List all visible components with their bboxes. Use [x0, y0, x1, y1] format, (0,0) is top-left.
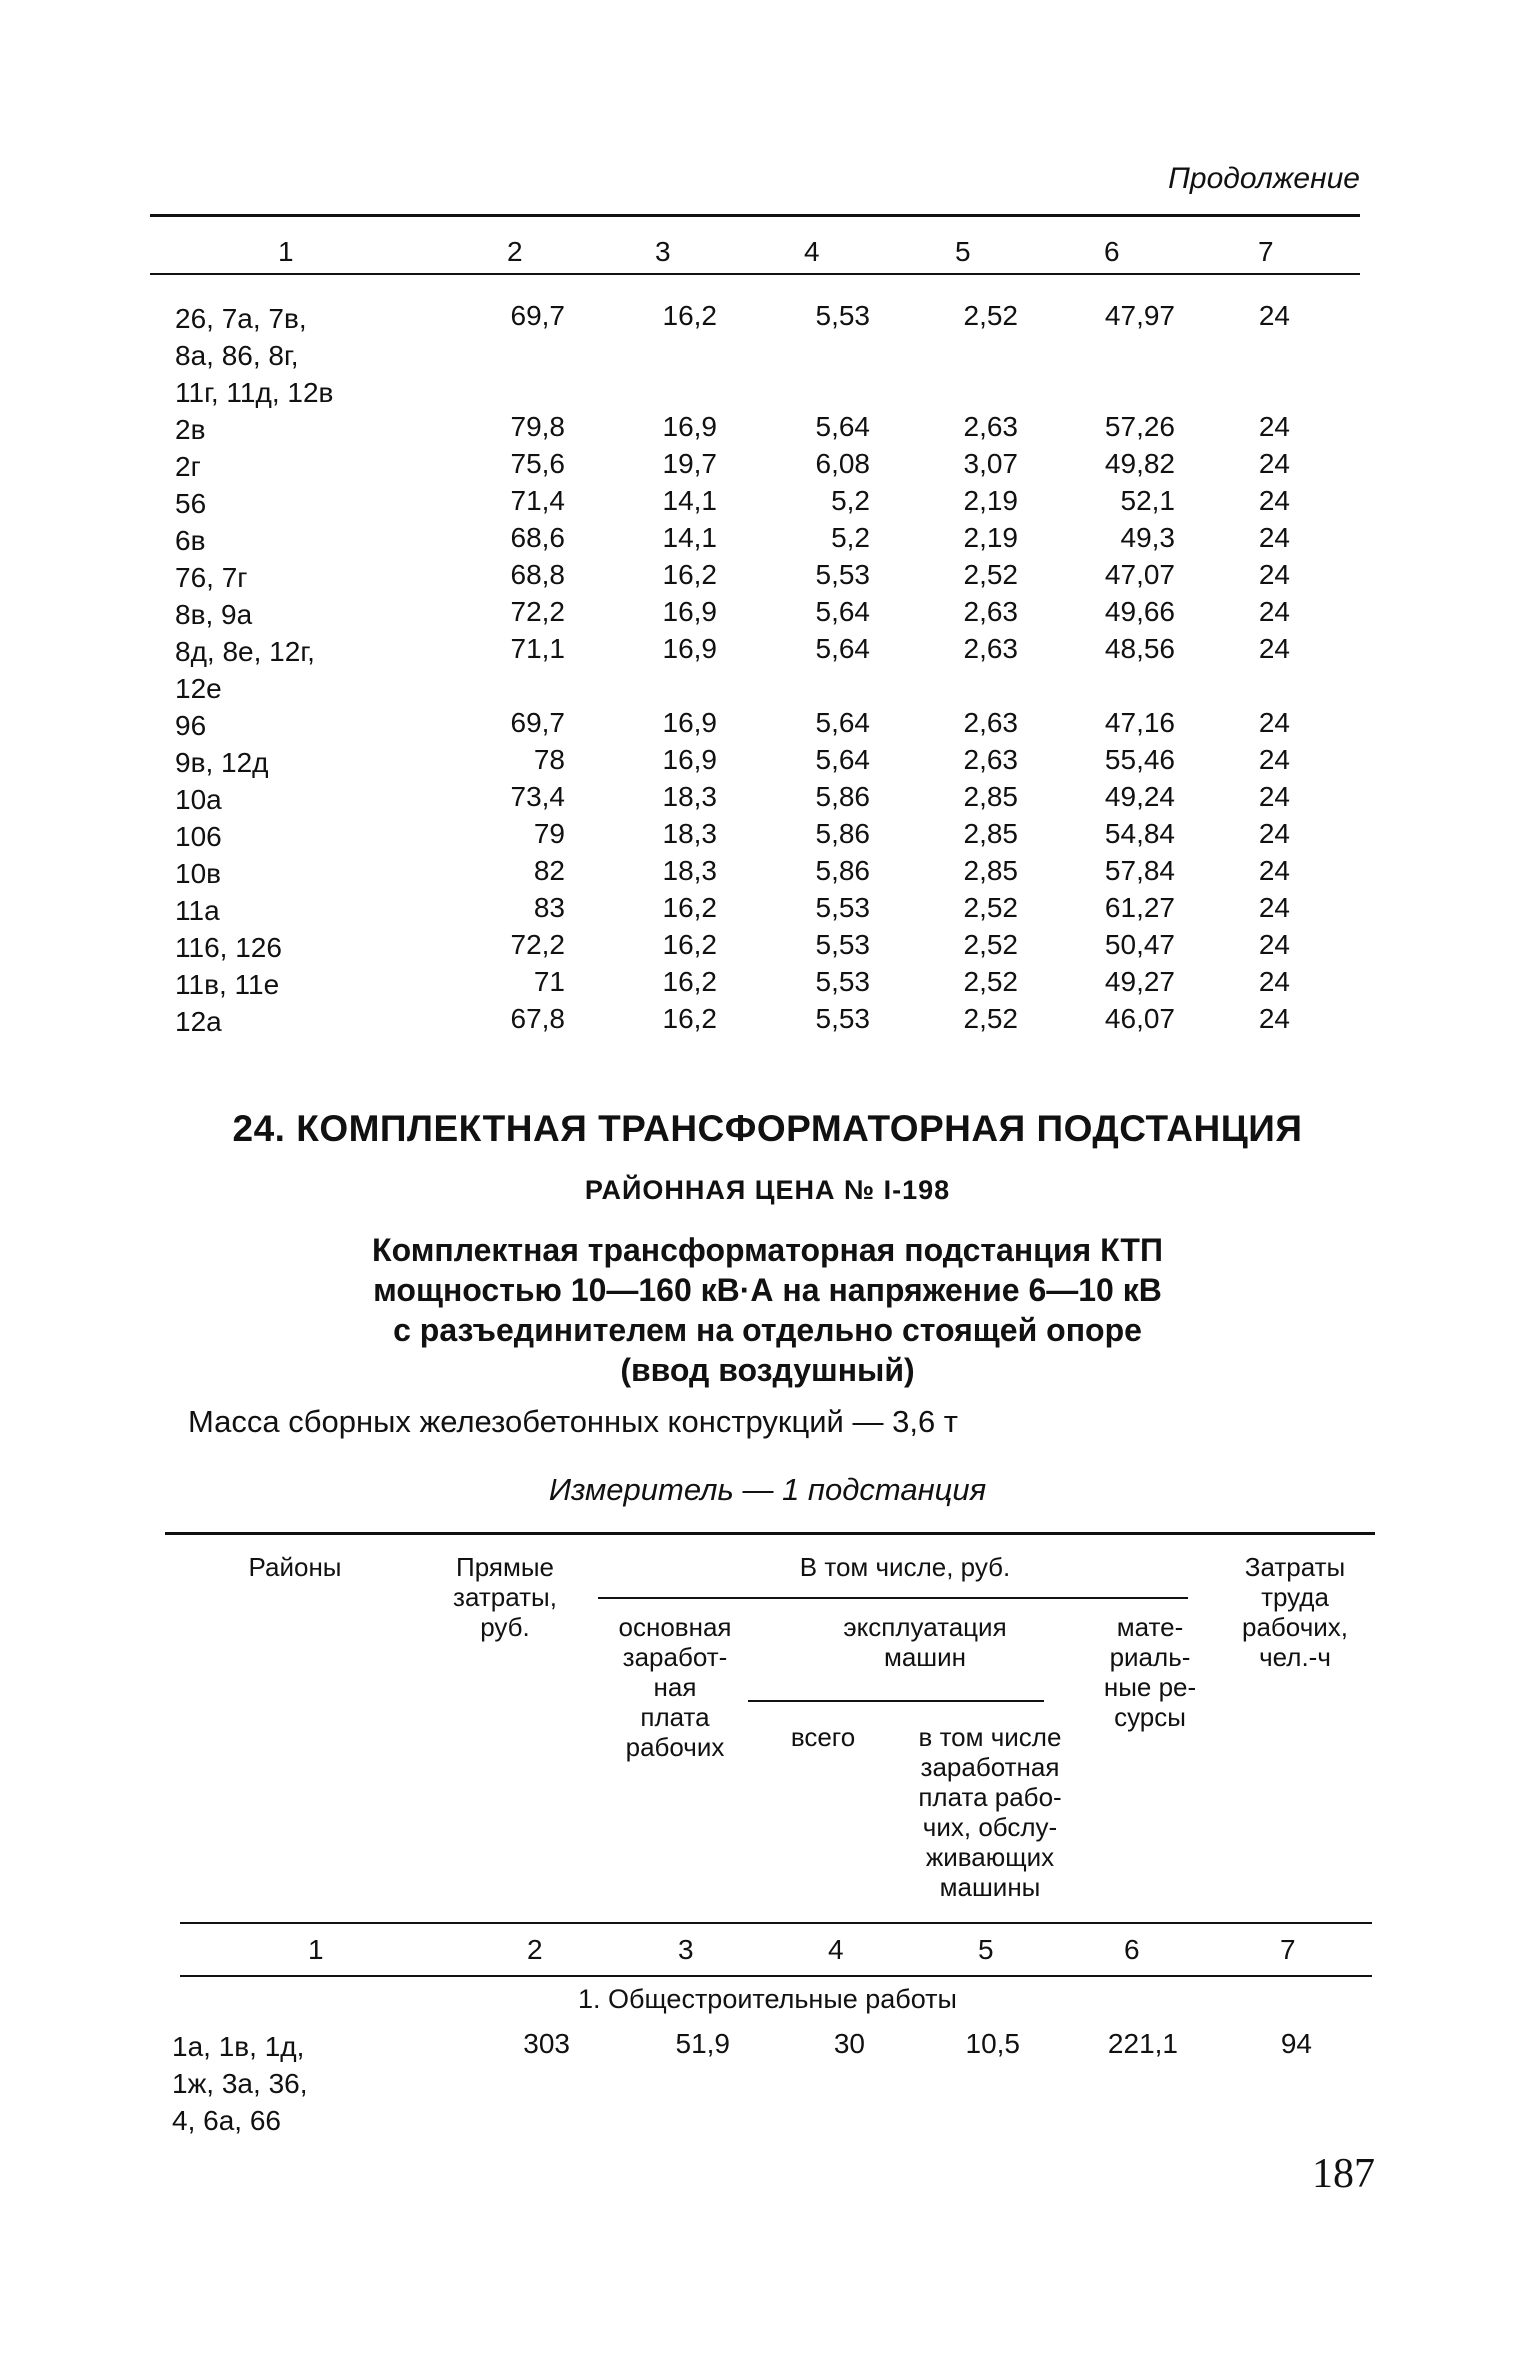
value-cell: 24	[1258, 892, 1290, 923]
value-cell: 71	[533, 966, 565, 997]
value-cell: 5,86	[815, 855, 870, 886]
measure-unit: Измеритель — 1 подстанция	[548, 1472, 987, 1507]
value-cell: 24	[1258, 448, 1290, 479]
value-cell: 68,6	[510, 522, 565, 553]
value-cell: 24	[1258, 929, 1290, 960]
table1-header-row	[160, 236, 1320, 276]
value-cell: 82	[533, 855, 565, 886]
value-cell: 14,1	[662, 522, 717, 553]
value-cell: 50,47	[1104, 929, 1175, 960]
value-cell: 16,9	[662, 596, 717, 627]
value-cell: 49,82	[1104, 448, 1175, 479]
value-cell: 54,84	[1104, 818, 1175, 849]
value-cell: 24	[1258, 1003, 1290, 1034]
value-cell: 16,9	[662, 411, 717, 442]
table1-header-cell: 2	[507, 236, 523, 267]
value-cell: 57,84	[1104, 855, 1175, 886]
section-subtitle	[0, 1230, 1535, 1390]
region-cell: 10в	[175, 858, 222, 889]
header-base-wage: основная заработ- ная плата рабочих	[618, 1612, 732, 1762]
value-cell: 24	[1258, 485, 1290, 516]
table1-top-rule	[150, 214, 1360, 217]
value-cell: 24	[1258, 596, 1290, 627]
value-cell: 49,3	[1120, 522, 1175, 553]
table2-row	[0, 2028, 1535, 2148]
table2-colnum: 2	[527, 1934, 543, 1965]
table2-colnum: 4	[828, 1934, 844, 1965]
region-cell: 56	[175, 488, 207, 519]
value-cell: 48,56	[1104, 633, 1175, 664]
value-cell: 24	[1258, 300, 1290, 331]
table2-colnum: 6	[1124, 1934, 1140, 1965]
table2-header-rule	[180, 1922, 1372, 1924]
value-cell: 83	[533, 892, 565, 923]
region-cell: 9в, 12д	[175, 747, 269, 778]
table2-column-numbers	[0, 1934, 1535, 1970]
region-cell: 26, 7а, 7в, 8а, 86, 8г, 11г, 11д, 12в	[175, 303, 334, 408]
header-labor-costs: Затраты труда рабочих, чел.-ч	[1242, 1552, 1348, 1672]
header-total: всего	[790, 1722, 856, 1752]
value-cell: 69,7	[510, 300, 565, 331]
value-cell: 78	[533, 744, 565, 775]
value-cell: 5,2	[831, 485, 870, 516]
value-cell: 79,8	[510, 411, 565, 442]
value-cell: 94	[1280, 2028, 1312, 2059]
value-cell: 52,1	[1120, 485, 1175, 516]
value-cell: 67,8	[510, 1003, 565, 1034]
value-cell: 47,16	[1104, 707, 1175, 738]
value-cell: 2,52	[963, 559, 1018, 590]
value-cell: 79	[533, 818, 565, 849]
header-regions: Районы	[248, 1552, 342, 1582]
table1-header-cell: 7	[1258, 236, 1274, 267]
value-cell: 5,53	[815, 966, 870, 997]
value-cell: 303	[523, 2028, 570, 2059]
value-cell: 16,9	[662, 707, 717, 738]
value-cell: 18,3	[662, 781, 717, 812]
table1-header-cell: 5	[955, 236, 971, 267]
value-cell: 75,6	[510, 448, 565, 479]
value-cell: 24	[1258, 522, 1290, 553]
value-cell: 16,9	[662, 633, 717, 664]
value-cell: 2,52	[963, 929, 1018, 960]
table2-colnum: 5	[978, 1934, 994, 1965]
value-cell: 5,53	[815, 892, 870, 923]
value-cell: 2,85	[963, 781, 1018, 812]
value-cell: 14,1	[662, 485, 717, 516]
region-cell: 8в, 9а	[175, 599, 253, 630]
table1-header-cell: 6	[1104, 236, 1120, 267]
subtitle-line: с разъединителем на отдельно стоящей опоре	[393, 1312, 1142, 1348]
section-price-number: РАЙОННАЯ ЦЕНА № I-198	[584, 1175, 951, 1205]
table1-header-cell: 4	[804, 236, 820, 267]
value-cell: 5,53	[815, 300, 870, 331]
value-cell: 24	[1258, 707, 1290, 738]
value-cell: 24	[1258, 744, 1290, 775]
value-cell: 2,85	[963, 818, 1018, 849]
value-cell: 2,19	[963, 522, 1018, 553]
value-cell: 2,52	[963, 966, 1018, 997]
table2-numbers-rule	[180, 1975, 1372, 1977]
value-cell: 24	[1258, 818, 1290, 849]
value-cell: 2,52	[963, 300, 1018, 331]
table1-header-cell: 1	[278, 236, 294, 267]
value-cell: 2,63	[963, 633, 1018, 664]
value-cell: 5,86	[815, 781, 870, 812]
subtitle-line: мощностью 10—160 кВ·А на напряжение 6—10 кВ	[373, 1272, 1162, 1308]
value-cell: 16,2	[662, 929, 717, 960]
value-cell: 30	[833, 2028, 865, 2059]
region-cell: 1а, 1в, 1д, 1ж, 3а, 36, 4, 6а, 66	[172, 2031, 308, 2136]
group-title: 1. Общестроительные работы	[578, 1984, 957, 2014]
value-cell: 5,53	[815, 1003, 870, 1034]
value-cell: 18,3	[662, 818, 717, 849]
region-cell: 10а	[175, 784, 222, 815]
region-cell: 6в	[175, 525, 206, 556]
table2-colnum: 1	[308, 1934, 324, 1965]
value-cell: 47,07	[1104, 559, 1175, 590]
value-cell: 10,5	[965, 2028, 1020, 2059]
region-cell: 2в	[175, 414, 206, 445]
value-cell: 5,53	[815, 559, 870, 590]
header-materials: мате- риаль- ные ре- сурсы	[1103, 1612, 1197, 1732]
value-cell: 2,52	[963, 892, 1018, 923]
header-direct-costs: Прямые затраты, руб.	[453, 1552, 557, 1642]
table2-colnum: 3	[678, 1934, 694, 1965]
value-cell: 51,9	[675, 2028, 730, 2059]
value-cell: 5,64	[815, 744, 870, 775]
value-cell: 71,4	[510, 485, 565, 516]
header-including: В том числе, руб.	[799, 1552, 1011, 1582]
value-cell: 221,1	[1107, 2028, 1178, 2059]
region-cell: 96	[175, 710, 207, 741]
machines-rule	[748, 1700, 1044, 1702]
value-cell: 5,64	[815, 633, 870, 664]
value-cell: 71,1	[510, 633, 565, 664]
region-cell: 2г	[175, 451, 201, 482]
value-cell: 57,26	[1104, 411, 1175, 442]
value-cell: 16,9	[662, 744, 717, 775]
region-cell: 76, 7г	[175, 562, 248, 593]
value-cell: 69,7	[510, 707, 565, 738]
value-cell: 72,2	[510, 596, 565, 627]
region-cell: 11а	[175, 895, 220, 926]
page-number: 187	[1312, 2151, 1375, 2197]
value-cell: 18,3	[662, 855, 717, 886]
including-rule	[598, 1597, 1188, 1599]
value-cell: 2,63	[963, 707, 1018, 738]
value-cell: 2,19	[963, 485, 1018, 516]
region-cell: 12а	[175, 1006, 222, 1037]
value-cell: 24	[1258, 966, 1290, 997]
value-cell: 24	[1258, 855, 1290, 886]
value-cell: 49,27	[1104, 966, 1175, 997]
value-cell: 5,64	[815, 411, 870, 442]
header-machine-wage: в том числе заработная плата рабо- чих, обслу- живающих машины	[918, 1722, 1062, 1902]
value-cell: 2,85	[963, 855, 1018, 886]
continuation-label: Продолжение	[1168, 162, 1360, 195]
value-cell: 19,7	[662, 448, 717, 479]
subtitle-line: Комплектная трансформаторная подстанция КТП	[372, 1232, 1163, 1268]
value-cell: 16,2	[662, 1003, 717, 1034]
value-cell: 2,52	[963, 1003, 1018, 1034]
region-cell: 8д, 8е, 12г, 12е	[175, 636, 315, 704]
value-cell: 61,27	[1104, 892, 1175, 923]
value-cell: 49,66	[1104, 596, 1175, 627]
header-machine-operation: эксплуатация машин	[843, 1612, 1007, 1672]
region-cell: 106	[175, 821, 222, 852]
table2-colnum: 7	[1280, 1934, 1296, 1965]
value-cell: 5,2	[831, 522, 870, 553]
table1-header-cell: 3	[655, 236, 671, 267]
value-cell: 6,08	[815, 448, 870, 479]
subtitle-line: (ввод воздушный)	[620, 1352, 915, 1388]
mass-note: Масса сборных железобетонных конструкций — 3,6 т	[188, 1404, 959, 1439]
region-cell: 11в, 11е	[175, 969, 280, 1000]
value-cell: 24	[1258, 781, 1290, 812]
value-cell: 46,07	[1104, 1003, 1175, 1034]
value-cell: 68,8	[510, 559, 565, 590]
value-cell: 3,07	[963, 448, 1018, 479]
value-cell: 24	[1258, 559, 1290, 590]
value-cell: 2,63	[963, 744, 1018, 775]
section-title: 24. КОМПЛЕКТНАЯ ТРАНСФОРМАТОРНАЯ ПОДСТАНЦИЯ	[232, 1108, 1303, 1149]
value-cell: 2,63	[963, 411, 1018, 442]
region-cell: 116, 126	[175, 932, 282, 963]
value-cell: 73,4	[510, 781, 565, 812]
value-cell: 5,64	[815, 707, 870, 738]
table2-top-rule	[165, 1532, 1375, 1535]
value-cell: 16,2	[662, 892, 717, 923]
value-cell: 2,63	[963, 596, 1018, 627]
value-cell: 16,2	[662, 559, 717, 590]
value-cell: 72,2	[510, 929, 565, 960]
value-cell: 24	[1258, 411, 1290, 442]
value-cell: 47,97	[1104, 300, 1175, 331]
value-cell: 5,53	[815, 929, 870, 960]
value-cell: 16,2	[662, 966, 717, 997]
value-cell: 55,46	[1104, 744, 1175, 775]
value-cell: 5,64	[815, 596, 870, 627]
value-cell: 24	[1258, 633, 1290, 664]
value-cell: 49,24	[1104, 781, 1175, 812]
value-cell: 16,2	[662, 300, 717, 331]
value-cell: 5,86	[815, 818, 870, 849]
